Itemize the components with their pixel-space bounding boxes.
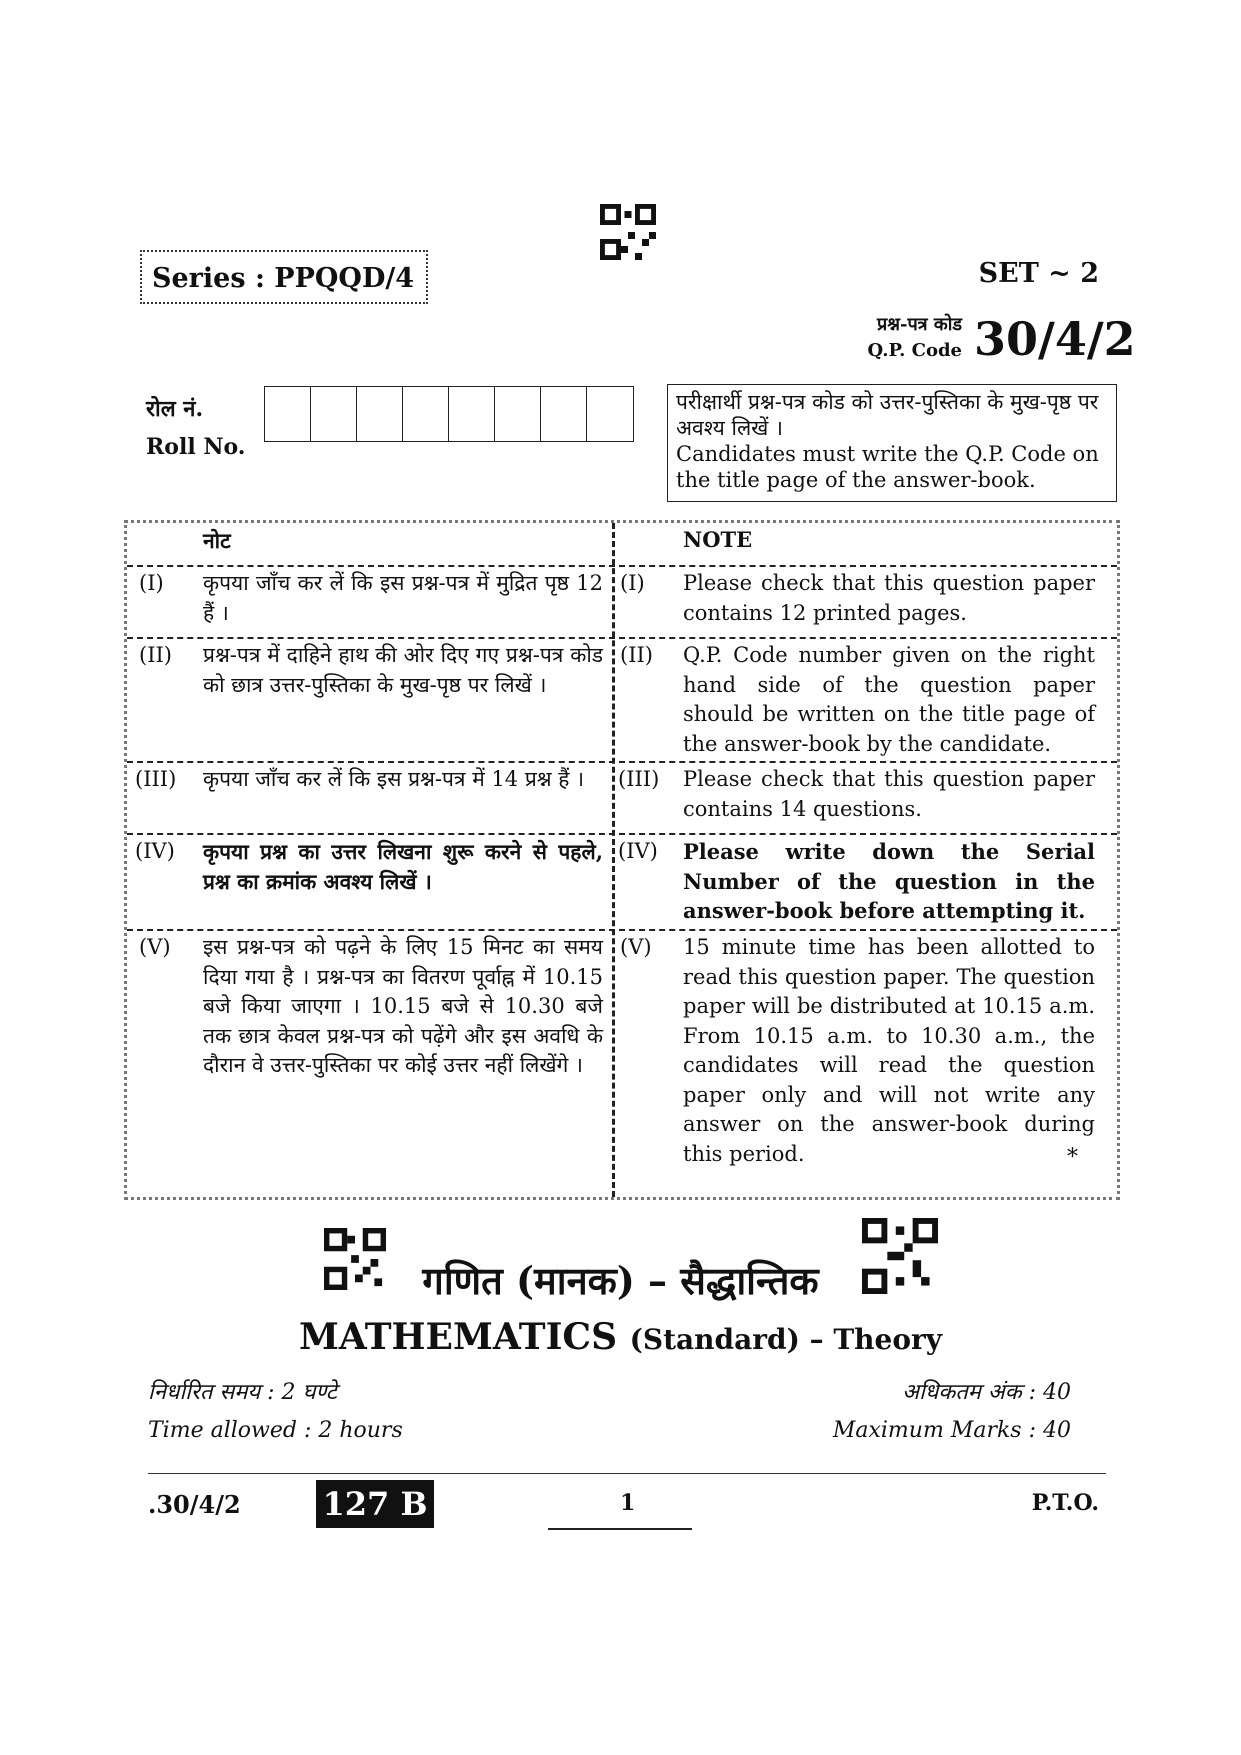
roll-digit-box[interactable]	[495, 387, 541, 441]
candidate-instruction-hi: परीक्षार्थी प्रश्न-पत्र कोड को उत्तर-पुस्तिका के मुख-पृष्ठ पर अवश्य लिखें ।	[676, 390, 1099, 440]
qp-code-label-hi: प्रश्न-पत्र कोड	[877, 314, 962, 335]
note-number-hi: (III)	[135, 767, 177, 791]
note-row	[127, 929, 1117, 1197]
page-number: 1	[620, 1490, 636, 1516]
note-text-en: 15 minute time has been allotted to read this question paper. The question paper will be distributed at 10.15 a.m. From 10.15 a.m. to 10.30 a.m., the candidates will read the question paper only and will not write any answer on the answer-book during this period.	[683, 935, 1095, 1166]
time-allowed-hi: निर्धारित समय : 2 घण्टे	[148, 1380, 337, 1405]
roll-digit-box[interactable]	[541, 387, 587, 441]
subject-title-en	[0, 1316, 1241, 1358]
note-text-en: Please write down the Serial Number of the question in the answer-book before attempting it.	[683, 839, 1095, 923]
footer-code: .30/4/2	[148, 1490, 241, 1519]
qp-code-label-en: Q.P. Code	[867, 340, 962, 361]
note-row	[127, 565, 1117, 639]
note-text-hi: इस प्रश्न-पत्र को पढ़ने के लिए 15 मिनट का समय दिया गया है । प्रश्न-पत्र का वितरण पूर्वाह्न में 10.15 बजे किया जाएगा । 10.15 बजे से 10.30 बजे तक छात्र केवल प्रश्न-पत्र को पढ़ेंगे और इस अवधि के दौरान वे उत्तर-पुस्तिका पर कोई उत्तर नहीं लिखेंगे ।	[203, 935, 603, 1077]
note-text-hi: कृपया प्रश्न का उत्तर लिखना शुरू करने से पहले, प्रश्न का क्रमांक अवश्य लिखें ।	[203, 839, 603, 894]
roll-digit-box[interactable]	[311, 387, 357, 441]
notes-heading-hi: नोट	[203, 528, 231, 553]
note-number-hi: (II)	[139, 643, 172, 667]
set-label: SET ~ 2	[978, 258, 1099, 289]
roll-digit-box[interactable]	[587, 387, 633, 441]
note-number-hi: (I)	[139, 571, 164, 595]
roll-digit-box[interactable]	[403, 387, 449, 441]
note-number-en: (III)	[618, 767, 660, 791]
note-number-en: (IV)	[618, 839, 658, 863]
candidate-instruction-box	[667, 384, 1117, 502]
roll-label-en: Roll No.	[146, 434, 246, 460]
note-number-en: (I)	[620, 571, 645, 595]
qr-code-top	[600, 204, 656, 260]
roll-label	[146, 390, 245, 466]
subject-title-main: MATHEMATICS	[298, 1316, 618, 1358]
series-label: Series : PPQQD/4	[140, 250, 428, 304]
note-number-en: (II)	[620, 643, 653, 667]
note-text-en: Please check that this question paper contains 12 printed pages.	[683, 571, 1095, 625]
roll-digit-box[interactable]	[449, 387, 495, 441]
note-row	[127, 833, 1117, 931]
roll-number-boxes	[264, 386, 634, 442]
note-text-hi: कृपया जाँच कर लें कि इस प्रश्न-पत्र में 14 प्रश्न हैं ।	[203, 767, 585, 791]
qp-code-value: 30/4/2	[974, 312, 1136, 366]
note-number-hi: (V)	[139, 935, 171, 959]
time-allowed	[148, 1374, 403, 1450]
roll-digit-box[interactable]	[265, 387, 311, 441]
notes-heading-row	[127, 523, 1117, 567]
candidate-instruction-en: Candidates must write the Q.P. Code on the title page of the answer-book.	[676, 442, 1099, 492]
note-text-en: Please check that this question paper contains 14 questions.	[683, 767, 1095, 821]
note-number-en: (V)	[620, 935, 652, 959]
footer-divider	[148, 1473, 1106, 1474]
asterisk-mark: *	[1067, 1145, 1078, 1170]
notes-table	[124, 520, 1120, 1200]
subject-title-sub: (Standard) – Theory	[629, 1323, 943, 1356]
note-text-en: Q.P. Code number given on the right hand side of the question paper should be written on the title page of the answer-book by the candidate.	[683, 643, 1095, 756]
roll-label-hi: रोल नं.	[146, 396, 204, 422]
note-row	[127, 637, 1117, 763]
note-text-hi: कृपया जाँच कर लें कि इस प्रश्न-पत्र में मुद्रित पृष्ठ 12 हैं ।	[203, 571, 603, 625]
notes-heading-en: NOTE	[683, 527, 753, 552]
qp-code-label	[828, 312, 962, 364]
subject-title-hi: गणित (मानक) – सैद्धान्तिक	[422, 1258, 819, 1303]
note-number-hi: (IV)	[135, 839, 175, 863]
maximum-marks-hi: अधिकतम अंक : 40	[902, 1380, 1071, 1405]
roll-digit-box[interactable]	[357, 387, 403, 441]
maximum-marks	[833, 1374, 1071, 1450]
paper-badge: 127 B	[316, 1480, 434, 1528]
page-number-underline	[548, 1528, 692, 1530]
pto-label: P.T.O.	[1031, 1490, 1099, 1516]
note-row	[127, 761, 1117, 835]
note-text-hi: प्रश्न-पत्र में दाहिने हाथ की ओर दिए गए प्रश्न-पत्र कोड को छात्र उत्तर-पुस्तिका के मुख-पृष्ठ पर लिखें ।	[203, 643, 603, 697]
time-allowed-en: Time allowed : 2 hours	[148, 1418, 403, 1443]
maximum-marks-en: Maximum Marks : 40	[832, 1418, 1071, 1443]
